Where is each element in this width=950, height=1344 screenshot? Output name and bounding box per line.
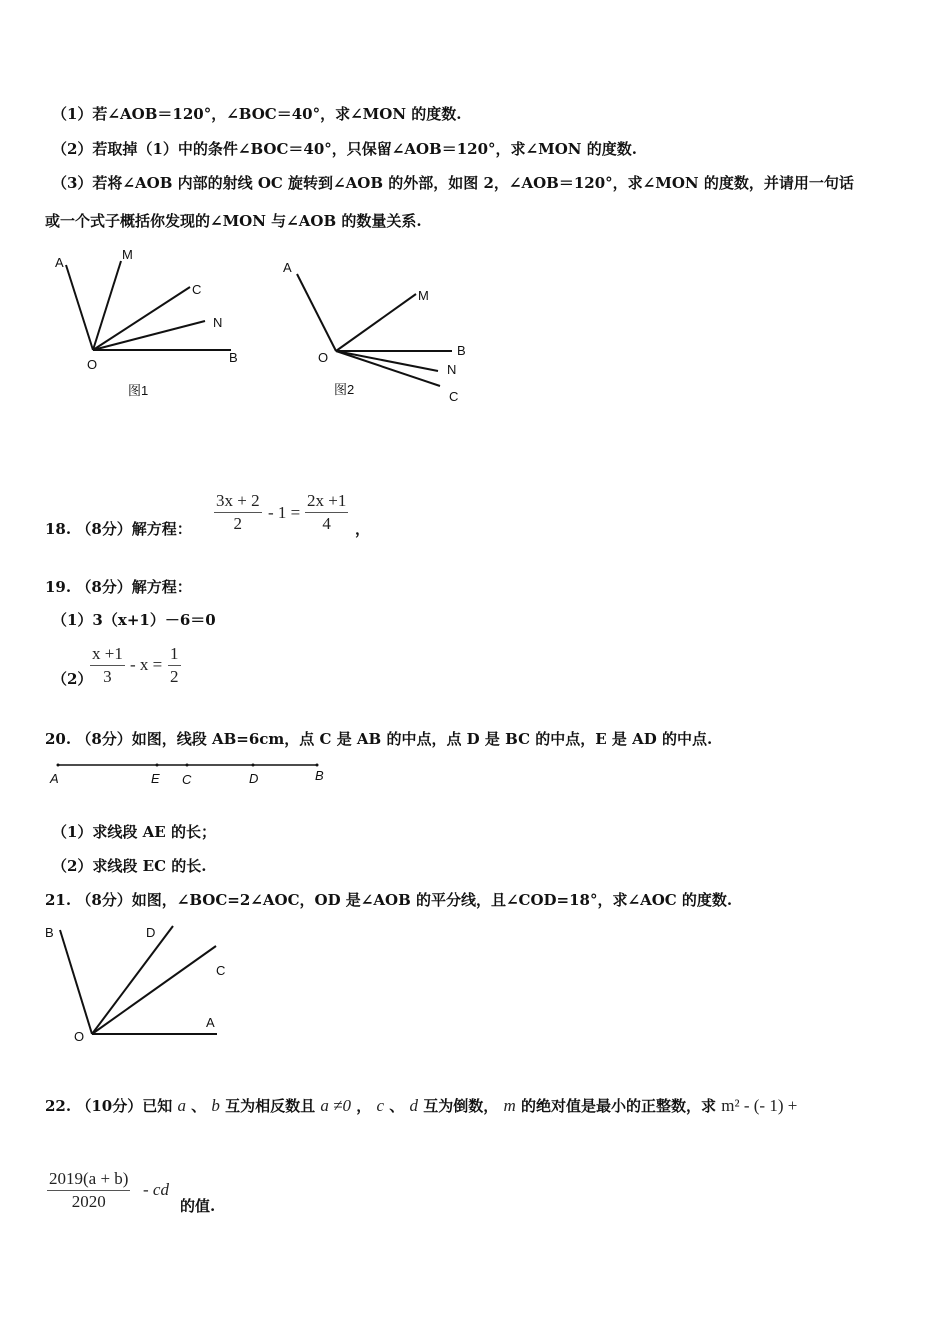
ray-oa — [297, 274, 336, 351]
q22-expression-1: m² - (- 1) + — [721, 1096, 798, 1115]
point-c: C — [182, 772, 192, 787]
q18-frac1-numerator: 3x + 2 — [214, 490, 262, 513]
point-b: B — [315, 768, 324, 783]
q17-part3-line1: （3）若将∠AOB 内部的射线 OC 旋转到∠AOB 的外部，如图 2，∠AOB＝120°，求∠MON 的度数，并请用一句话 — [52, 174, 854, 192]
q22-frac-denominator: 2020 — [71, 1192, 106, 1211]
q19-frac2-denominator: 2 — [170, 667, 179, 686]
q22-text-7: 的绝对值是最小的正整数，求 — [521, 1097, 717, 1115]
q17-part3-line2: 或一个式子概括你发现的∠MON 与∠AOB 的数量关系. — [45, 212, 422, 230]
label-o: O — [318, 350, 329, 365]
q22-frac-numerator: 2019(a + b) — [47, 1168, 130, 1191]
label-c: C — [449, 389, 459, 404]
label-a: A — [206, 1015, 215, 1030]
label-b: B — [229, 350, 238, 365]
q18-frac2-denominator: 4 — [322, 514, 331, 533]
q18-suffix: ， — [355, 520, 371, 538]
label-n: N — [213, 315, 223, 330]
label-a: A — [55, 255, 64, 270]
q18-fraction-1 — [214, 490, 262, 535]
label-c: C — [216, 963, 226, 978]
ray-oc — [93, 287, 190, 350]
q22-text-6: 互为倒数， — [423, 1097, 499, 1115]
label-b: B — [457, 343, 466, 358]
q22-fraction — [47, 1168, 130, 1213]
label-o: O — [87, 357, 98, 372]
ray-oc — [92, 946, 216, 1034]
q22-text-3: 互为相反数且 — [225, 1097, 316, 1115]
ray-ob — [60, 930, 92, 1034]
q19-fraction-2 — [168, 643, 181, 688]
ray-om — [336, 294, 416, 351]
point-a: A — [50, 771, 59, 786]
q21-figure — [40, 918, 240, 1048]
q19-part2-label: （2） — [52, 670, 93, 688]
label-c: C — [192, 282, 202, 297]
q19-part1: （1）3（x+1）－6＝0 — [52, 611, 216, 629]
ray-on — [93, 321, 205, 350]
label-a: A — [283, 260, 292, 275]
q18-fraction-2 — [305, 490, 348, 535]
q22-expression-2: - cd — [143, 1180, 169, 1199]
label-o: O — [74, 1029, 85, 1044]
figure-2 — [275, 250, 485, 410]
q22-var-a: a — [177, 1096, 186, 1115]
q19-frac1-numerator: x +1 — [90, 643, 125, 666]
q19-prefix: 19. （8分）解方程： — [45, 578, 192, 596]
q18-prefix: 18. （8分）解方程： — [45, 520, 192, 538]
q18-middle: - 1 = — [268, 503, 301, 522]
q22-text-8: 的值. — [180, 1197, 216, 1215]
q19-frac1-denominator: 3 — [103, 667, 112, 686]
q22-var-c: c — [376, 1096, 385, 1115]
q22-condition: a ≠0 — [320, 1096, 351, 1115]
q17-part1: （1）若∠AOB＝120°，∠BOC＝40°，求∠MON 的度数. — [52, 105, 462, 123]
ray-om — [93, 261, 121, 350]
ray-oa — [66, 265, 93, 350]
q19-fraction-1 — [90, 643, 125, 688]
q19-middle: - x = — [130, 655, 163, 674]
q22-var-b: b — [211, 1096, 220, 1115]
point-e: E — [151, 771, 160, 786]
q18-frac2-numerator: 2x +1 — [305, 490, 348, 513]
figure-1-caption: 图1 — [128, 383, 149, 398]
q18-frac1-denominator: 2 — [233, 514, 243, 533]
ray-od — [92, 926, 173, 1034]
q22-text-5: 、 — [389, 1097, 405, 1115]
q22-line1 — [45, 1095, 797, 1116]
q20-part1: （1）求线段 AE 的长； — [52, 823, 216, 841]
label-b: B — [45, 925, 54, 940]
q22-text-2: 、 — [191, 1097, 207, 1115]
q19-frac2-numerator: 1 — [168, 643, 181, 666]
q20-part2: （2）求线段 EC 的长. — [52, 857, 207, 875]
q21-stem: 21. （8分）如图，∠BOC=2∠AOC，OD 是∠AOB 的平分线，且∠COD=18°，求∠AOC 的度数. — [45, 891, 733, 909]
q22-var-d: d — [409, 1096, 419, 1115]
q20-stem: 20. （8分）如图，线段 AB=6cm，点 C 是 AB 的中点，点 D 是 BC 的中点，E 是 AD 的中点. — [45, 730, 713, 748]
figure-2-caption: 图2 — [334, 382, 355, 397]
q20-segment-figure — [45, 755, 345, 790]
figure-1 — [45, 245, 265, 405]
q22-text-4: ， — [356, 1097, 372, 1115]
label-n: N — [447, 362, 457, 377]
q22-var-m: m — [503, 1096, 516, 1115]
q22-text-1: 22. （10分）已知 — [45, 1097, 173, 1115]
q17-part2: （2）若取掉（1）中的条件∠BOC＝40°，只保留∠AOB＝120°，求∠MON 的度数. — [52, 140, 637, 158]
label-m: M — [122, 247, 133, 262]
label-m: M — [418, 288, 429, 303]
point-d: D — [249, 771, 259, 786]
label-d: D — [146, 925, 156, 940]
